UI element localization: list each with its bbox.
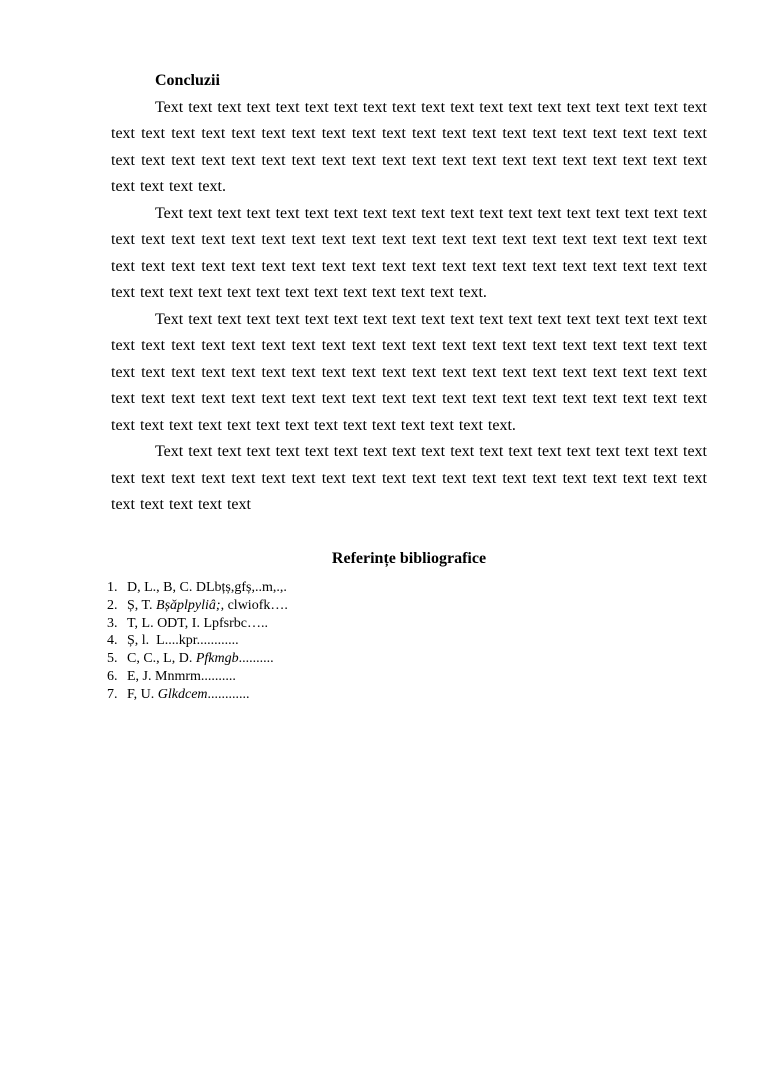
section-heading-conclusions: Concluzii	[155, 72, 220, 89]
paragraph: Text text text text text text text text text text text text text text text text text text text text text text text text text text text text text text text text text text text text text text text text text text text text text text text text text text text text text text text text text text text text text text text.	[111, 98, 707, 195]
reference-text-pre: Ș, T.	[127, 597, 157, 613]
section-heading-references: Referințe bibliografice	[331, 549, 487, 567]
paragraph: Text text text text text text text text text text text text text text text text text text text text text text text text text text text text text text text text text text text text text text text text text text text text	[111, 443, 707, 513]
reference-number: 2.	[107, 597, 118, 613]
reference-text-pre: Ș, l. L....kpr............	[127, 633, 239, 649]
references-list	[107, 579, 707, 704]
reference-text-pre: F, U.	[127, 686, 158, 702]
reference-text-pre: D, L., B, C. DLbțș,gfș,..m,.,.	[127, 580, 287, 595]
reference-item	[107, 615, 707, 633]
reference-text-post: ............	[207, 686, 250, 702]
reference-text	[127, 597, 288, 615]
reference-text	[127, 615, 268, 633]
reference-text	[127, 686, 250, 704]
reference-number: 1.	[107, 580, 118, 595]
reference-text	[127, 668, 236, 686]
reference-text	[127, 650, 274, 668]
reference-text-pre: E, J. Mnmrm..........	[127, 668, 236, 684]
reference-text-pre: T, L. ODT, I. Lpfsrbc…..	[127, 615, 268, 631]
reference-text-italic: Glkdcem	[157, 686, 208, 702]
paragraph: Text text text text text text text text text text text text text text text text text text text text text text text text text text text text text text text text text text text text text text text text text text text text text text text text text text text text text text text text text text text text text text text text text text text text text text text text text text text text text text text text text text text text text text text text text text text text text.	[111, 310, 707, 434]
reference-text	[127, 579, 287, 597]
reference-text-pre: C, C., L, D.	[127, 651, 196, 667]
reference-item	[107, 632, 707, 650]
reference-text-post: ..........	[238, 651, 274, 667]
reference-item	[107, 686, 707, 704]
reference-item	[107, 597, 707, 615]
reference-text-post: , clwiofk….	[220, 597, 288, 613]
reference-item	[107, 579, 707, 597]
reference-item	[107, 650, 707, 668]
paragraph: Text text text text text text text text text text text text text text text text text text text text text text text text text text text text text text text text text text text text text text text text text text text text text text text text text text text text text text text text text text text text text text text text text text text text text text text text.	[111, 204, 707, 301]
reference-text-italic: Pfkmgb	[195, 651, 239, 667]
reference-text	[127, 632, 239, 650]
reference-number: 4.	[107, 633, 118, 649]
reference-item	[107, 668, 707, 686]
reference-number: 5.	[107, 651, 118, 667]
reference-text-italic: Bșăplpyliâ;	[156, 597, 221, 613]
reference-number: 3.	[107, 615, 118, 631]
reference-number: 7.	[107, 686, 118, 702]
reference-number: 6.	[107, 668, 118, 684]
